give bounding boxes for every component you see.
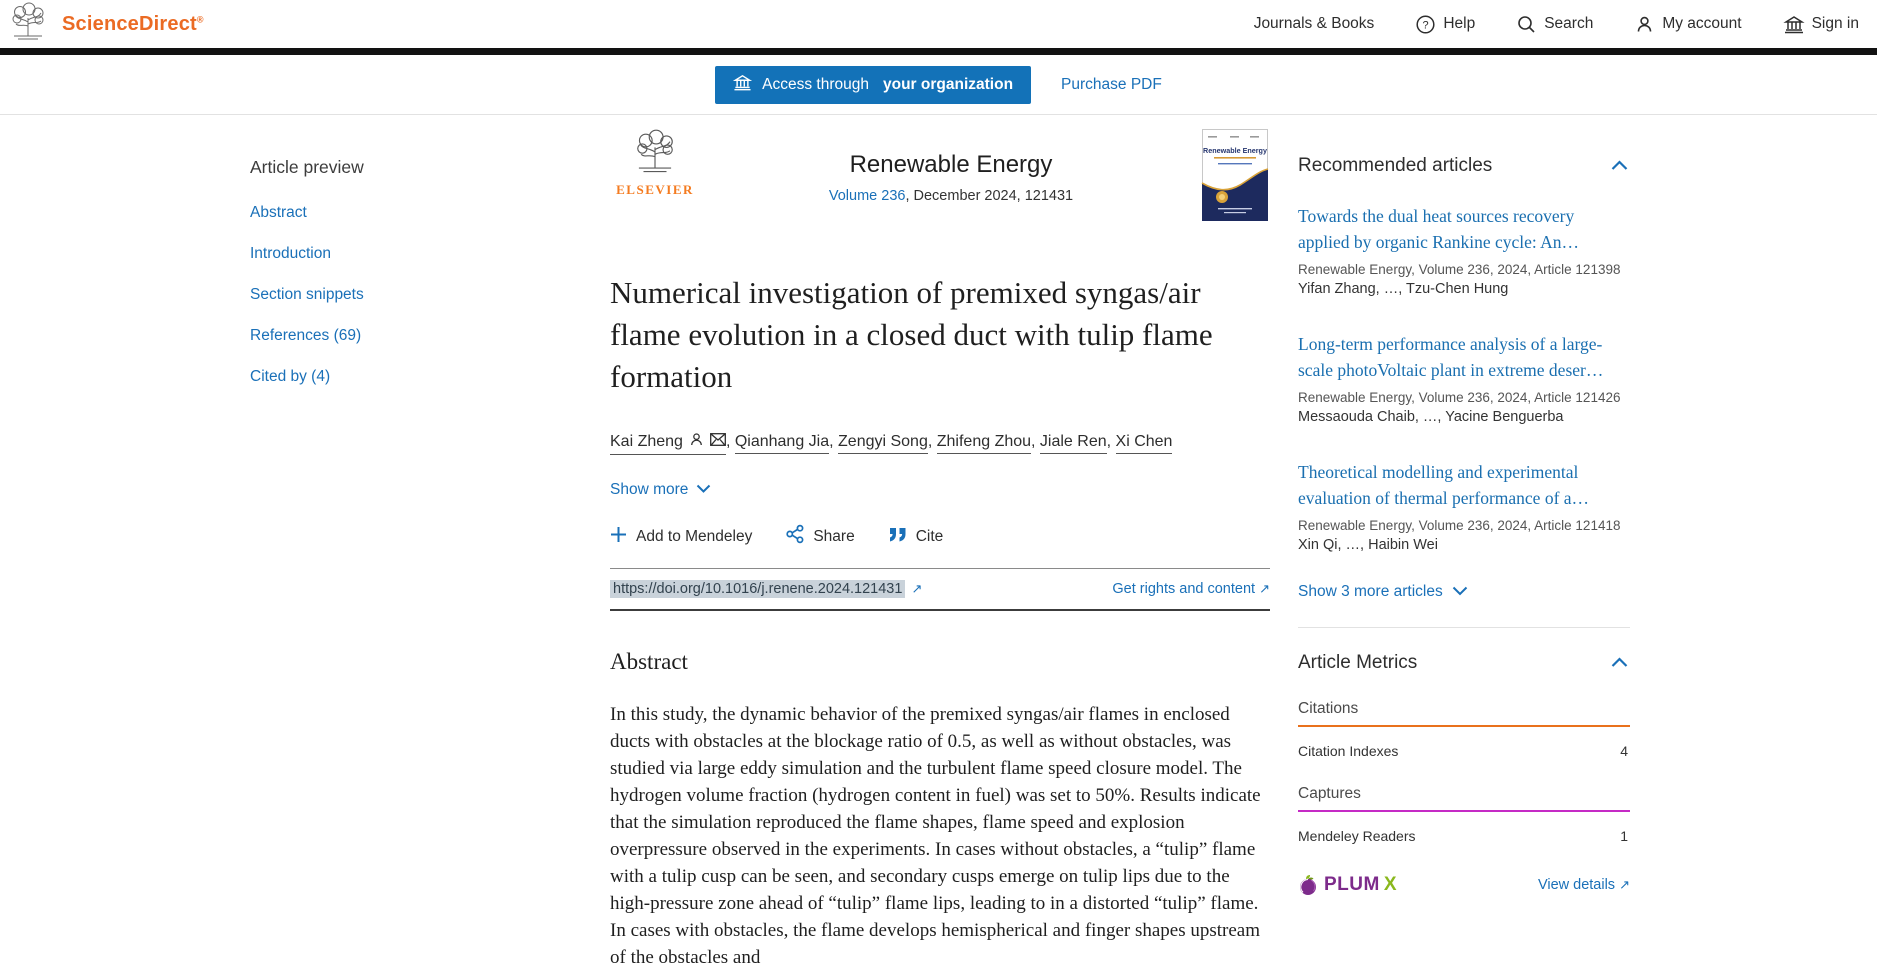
doi-row — [610, 569, 1270, 609]
journal-issue-line: Volume 236, December 2024, 121431 — [828, 188, 1074, 204]
quote-icon — [889, 527, 907, 547]
author-link[interactable]: , Zengyi Song — [829, 433, 928, 450]
sidebar-item-references[interactable]: References (69) — [250, 327, 362, 344]
metric-value: 1 — [1620, 828, 1628, 844]
nav-sign-in[interactable]: Sign in — [1784, 15, 1859, 34]
journal-info — [700, 129, 1202, 204]
article-preview-sidebar — [250, 129, 610, 409]
sidebar-item-section-snippets[interactable]: Section snippets — [250, 286, 364, 303]
nav-my-account[interactable]: My account — [1635, 15, 1741, 34]
email-icon — [710, 433, 726, 451]
corresponding-author-icon — [689, 432, 704, 452]
citations-group-label: Citations — [1298, 700, 1359, 717]
recommended-article — [1298, 203, 1630, 297]
plus-icon — [610, 526, 627, 548]
volume-link[interactable]: Volume 236 — [828, 188, 906, 204]
recommended-article — [1298, 331, 1630, 425]
plumx-row — [1298, 874, 1630, 896]
show-more-articles-button[interactable]: Show 3 more articles — [1298, 583, 1468, 601]
get-rights-link[interactable]: Get rights and content ↗ — [1112, 581, 1270, 597]
access-through-organization-button[interactable]: Access through your organization — [715, 66, 1031, 104]
journal-banner — [610, 129, 1270, 226]
top-nav — [1254, 15, 1859, 34]
brand-name: ScienceDirect® — [62, 12, 204, 35]
abstract-heading: Abstract — [610, 649, 688, 674]
article-title: Numerical investigation of premixed syngas/air flame evolution in a closed duct with tulip flame formation — [610, 275, 1213, 394]
sidebar-title: Article preview — [250, 157, 364, 177]
share-icon — [786, 525, 804, 548]
article-main — [610, 129, 1270, 971]
recommended-article-meta: Renewable Energy, Volume 236, 2024, Article 121418 — [1298, 518, 1621, 533]
metric-label: Mendeley Readers — [1298, 828, 1416, 844]
metric-value: 4 — [1620, 743, 1628, 759]
article-metrics-title: Article Metrics — [1298, 652, 1418, 673]
svg-text:Renewable Energy: Renewable Energy — [1203, 146, 1267, 155]
author-link[interactable]: , Xi Chen — [1107, 433, 1173, 450]
external-link-icon: ↗ — [911, 581, 923, 596]
page-content — [0, 115, 1877, 971]
recommended-article-meta: Renewable Energy, Volume 236, 2024, Article 121426 — [1298, 390, 1621, 405]
sidebar-item-cited-by[interactable]: Cited by (4) — [250, 368, 331, 385]
journal-cover[interactable] — [1202, 129, 1270, 226]
elsevier-wordmark: ELSEVIER — [616, 182, 694, 197]
recommended-articles-header — [1298, 155, 1630, 177]
user-icon — [1635, 15, 1654, 34]
collapse-metrics-button[interactable] — [1609, 654, 1630, 673]
author-link[interactable]: , Qianhang Jia — [726, 433, 829, 450]
author-link[interactable]: , Jiale Ren — [1031, 433, 1107, 450]
add-to-mendeley-button[interactable]: Add to Mendeley — [610, 526, 752, 548]
help-icon — [1416, 15, 1435, 34]
divider — [610, 609, 1270, 611]
elsevier-logo — [610, 129, 700, 198]
cite-button[interactable]: Cite — [889, 527, 944, 547]
show-more-authors-button[interactable]: Show more — [610, 481, 711, 499]
article-metrics-header — [1298, 652, 1630, 674]
nav-search[interactable]: Search — [1517, 15, 1593, 34]
plumx-logo[interactable]: PLUM X — [1298, 874, 1397, 896]
sidebar-item-abstract[interactable]: Abstract — [250, 204, 307, 221]
institution-icon — [1784, 15, 1804, 34]
recommended-article-authors: Messaouda Chaib, …, Yacine Benguerba — [1298, 409, 1564, 425]
recommended-article-link[interactable]: Theoretical modelling and experimental evaluation of thermal performance of a… — [1298, 462, 1590, 508]
metric-row — [1298, 727, 1630, 759]
search-icon — [1517, 15, 1536, 34]
recommended-article-authors: Yifan Zhang, …, Tzu-Chen Hung — [1298, 281, 1509, 297]
journal-name[interactable]: Renewable Energy — [849, 151, 1053, 178]
recommended-article-authors: Xin Qi, …, Haibin Wei — [1298, 537, 1438, 553]
divider — [1298, 627, 1630, 628]
institution-icon — [733, 74, 752, 96]
header-divider-bar — [0, 48, 1877, 55]
sciencedirect-brand[interactable] — [8, 2, 204, 47]
recommended-article-meta: Renewable Energy, Volume 236, 2024, Article 121398 — [1298, 262, 1621, 277]
purchase-pdf-link[interactable]: Purchase PDF — [1061, 75, 1162, 93]
nav-help[interactable]: ? Help — [1416, 15, 1475, 34]
doi-link[interactable]: https://doi.org/10.1016/j.renene.2024.121431 — [610, 580, 905, 598]
author-link[interactable]: Kai Zheng — [610, 433, 726, 450]
recommended-article — [1298, 459, 1630, 553]
metric-row — [1298, 812, 1630, 844]
recommended-article-link[interactable]: Towards the dual heat sources recovery applied by organic Rankine cycle: An… — [1298, 206, 1580, 252]
author-link[interactable]: , Zhifeng Zhou — [928, 433, 1031, 450]
recommended-article-link[interactable]: Long-term performance analysis of a large-scale photoVoltaic plant in extreme deser… — [1298, 334, 1604, 380]
right-rail — [1298, 129, 1630, 896]
recommended-articles-title: Recommended articles — [1298, 155, 1493, 176]
chevron-down-icon — [1452, 583, 1468, 601]
collapse-recommended-button[interactable] — [1609, 157, 1630, 176]
svg-text:?: ? — [1422, 18, 1429, 31]
top-header — [0, 0, 1877, 48]
sidebar-item-introduction[interactable]: Introduction — [250, 245, 331, 262]
captures-group-label: Captures — [1298, 785, 1361, 802]
access-toolbar — [0, 55, 1877, 115]
chevron-down-icon — [696, 481, 711, 499]
author-list — [610, 432, 1270, 455]
external-link-icon: ↗ — [1259, 581, 1270, 596]
view-details-link[interactable]: View details ↗ — [1537, 877, 1630, 893]
metric-label: Citation Indexes — [1298, 743, 1399, 759]
article-actions — [610, 525, 1270, 548]
external-link-icon: ↗ — [1619, 877, 1630, 892]
abstract-text: In this study, the dynamic behavior of the premixed syngas/air flames in enclosed ducts with obstacles at the blockage ratio of 0.5, as well as without obstacles, was studied via large eddy simulation and the turbulent flame speed closure model. The hydrogen volume fraction (hydrogen content in fuel) was set to 50%. Results indicate that the simulation reproduced the flame shapes, flame speed and explosion overpressure observed in the experiments. In cases without obstacles, a “tulip” flame with a tulip cusp can be seen, and secondary cusps emerge on tulip lips due to the high-pressure zone ahead of “tulip” flame lips, leading to in a distorted “tulip” flame. In cases with obstacles, the flame develops hemispherical and finger shapes upstream of the obstacles and — [610, 704, 1261, 968]
elsevier-tree-logo — [8, 2, 48, 47]
nav-journals-books[interactable]: Journals & Books — [1253, 15, 1375, 32]
share-button[interactable]: Share — [786, 525, 854, 548]
